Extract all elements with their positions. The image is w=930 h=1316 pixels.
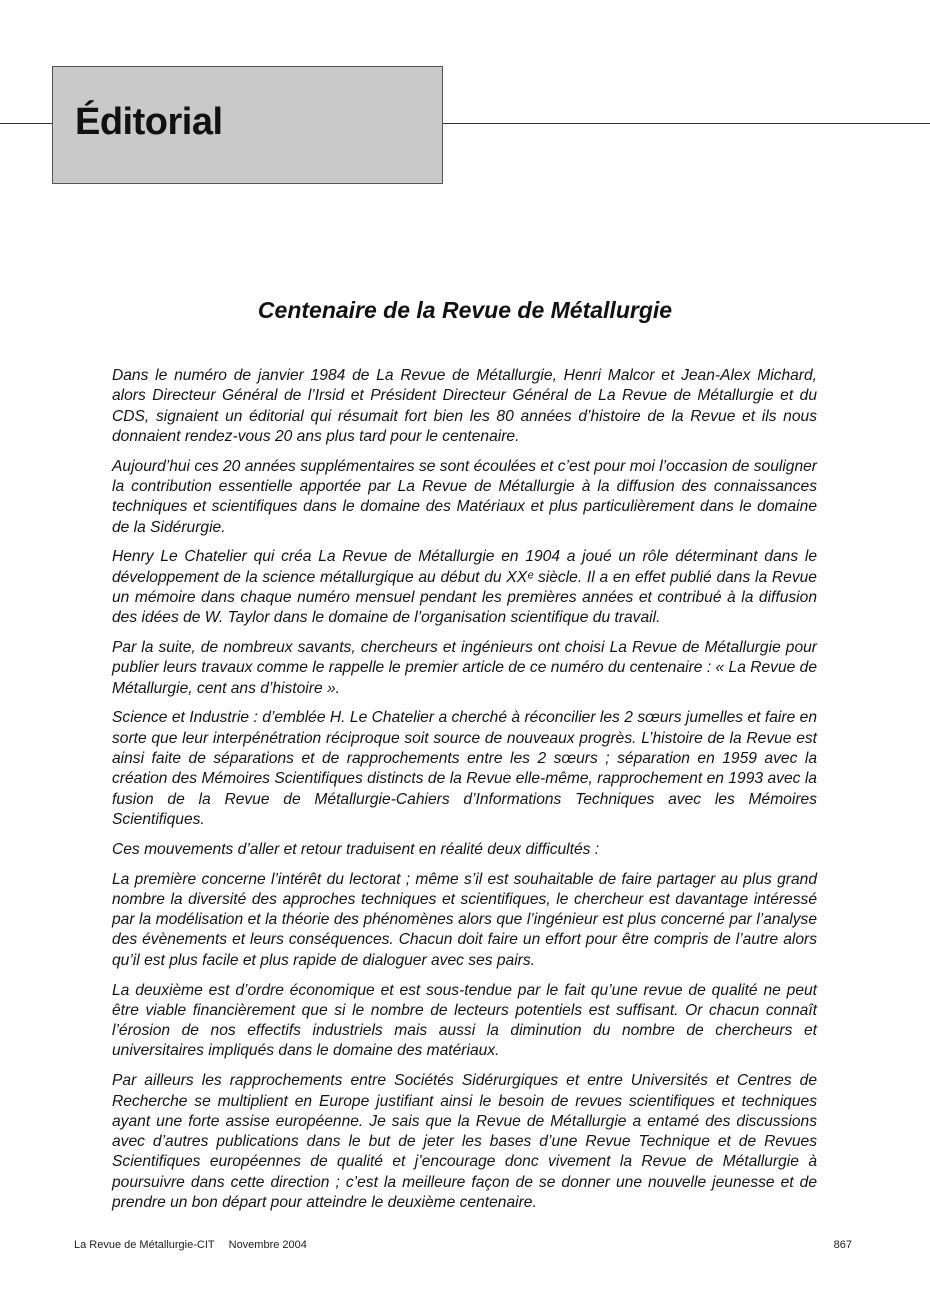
section-banner <box>52 66 443 184</box>
footer-date: Novembre 2004 <box>228 1239 307 1251</box>
paragraph: Henry Le Chatelier qui créa La Revue de Métallurgie en 1904 a joué un rôle déterminant dans le développement de la science métallurgique au début du XXᵉ siècle. Il a en effet publié dans la Revue un mémoire dans chaque numéro mensuel pendant les premières années et contribué à la diffusion des idées de W. Taylor dans le domaine de l’organisation scientifique du travail. <box>112 548 817 627</box>
paragraph: Dans le numéro de janvier 1984 de La Revue de Métallurgie, Henri Malcor et Jean-Alex Michard, alors Directeur Général de l’Irsid et Président Directeur Général de La Revue de Métallurgie et du CDS, signaient un éditorial qui résumait fort bien les 80 années d’histoire de la Revue et ils nous donnaient rendez-vous 20 ans plus tard pour le centenaire. <box>112 367 817 445</box>
paragraph: Aujourd’hui ces 20 années supplémentaires se sont écoulées et c’est pour moi l’occasion de souligner la contribution essentielle apportée par La Revue de Métallurgie à la diffusion des connaissances techniques et scientifiques dans le domaine des Matériaux et plus particulièrement dans le domaine de la Sidérurgie. <box>112 457 817 536</box>
paragraph: Ces mouvements d’aller et retour traduisent en réalité deux difficultés : <box>112 840 600 858</box>
page-number: 867 <box>833 1239 852 1251</box>
section-title: Éditorial <box>75 101 223 143</box>
paragraph: La première concerne l’intérêt du lectorat ; même s’il est souhaitable de faire partager au plus grand nombre la diversité des approches techniques et scientifiques, le chercheur est davantage intéressé par la modélisation et la théorie des phénomènes alors que l’ingénieur est plus concerné par l’analyse des évènements et leurs conséquences. Chacun doit faire un effort pour être compris de l’autre alors qu’il est plus facile et plus rapide de dialoguer avec ses pairs. <box>112 870 817 969</box>
paragraph: Par la suite, de nombreux savants, chercheurs et ingénieurs ont choisi La Revue de Métallurgie pour publier leurs travaux comme le rappelle le premier article de ce numéro du centenaire : « La Revue de Métallurgie, cent ans d’histoire ». <box>112 639 817 697</box>
footer-journal-info <box>74 1239 307 1251</box>
paragraph: Par ailleurs les rapprochements entre Sociétés Sidérurgiques et entre Universités et Centres de Recherche se multiplient en Europe justifiant ainsi le besoin de revues scientifiques et techniques ayant une forte assise européenne. Je sais que la Revue de Métallurgie a entamé des discussions avec d’autres publications dans le but de jeter les bases d’une Revue Technique et de Revues Scientifiques européennes de qualité et j’encourage donc vivement la Revue de Métallurgie à poursuivre dans cette direction ; c’est la meilleure façon de se donner une nouvelle jeunesse et de prendre un bon départ pour atteindre le deuxième centenaire. <box>112 1072 817 1211</box>
paragraph: Science et Industrie : d’emblée H. Le Chatelier a cherché à réconcilier les 2 sœurs jumelles et faire en sorte que leur interpénétration réciproque soit source de nouveaux progrès. L’histoire de la Revue est ainsi faite de séparations et de rapprochements entre les 2 sœurs ; séparation en 1959 avec la création des Mémoires Scientifiques distincts de la Revue elle-même, rapprochement en 1993 avec la fusion de la Revue de Métallurgie-Cahiers d’Informations Techniques avec les Mémoires Scientifiques. <box>112 709 817 828</box>
article-body <box>112 366 817 1223</box>
footer-journal-name: La Revue de Métallurgie-CIT <box>74 1239 215 1251</box>
paragraph: La deuxième est d’ordre économique et est sous-tendue par le fait qu’une revue de qualité ne peut être viable financièrement que si le nombre de lecteurs potentiels est suffisant. Or chacun connaît l’érosion de nos effectifs industriels mais aussi la diminution du nombre de chercheurs et universitaires impliqués dans le domaine des matériaux. <box>112 981 817 1060</box>
article-title: Centenaire de la Revue de Métallurgie <box>257 297 673 323</box>
